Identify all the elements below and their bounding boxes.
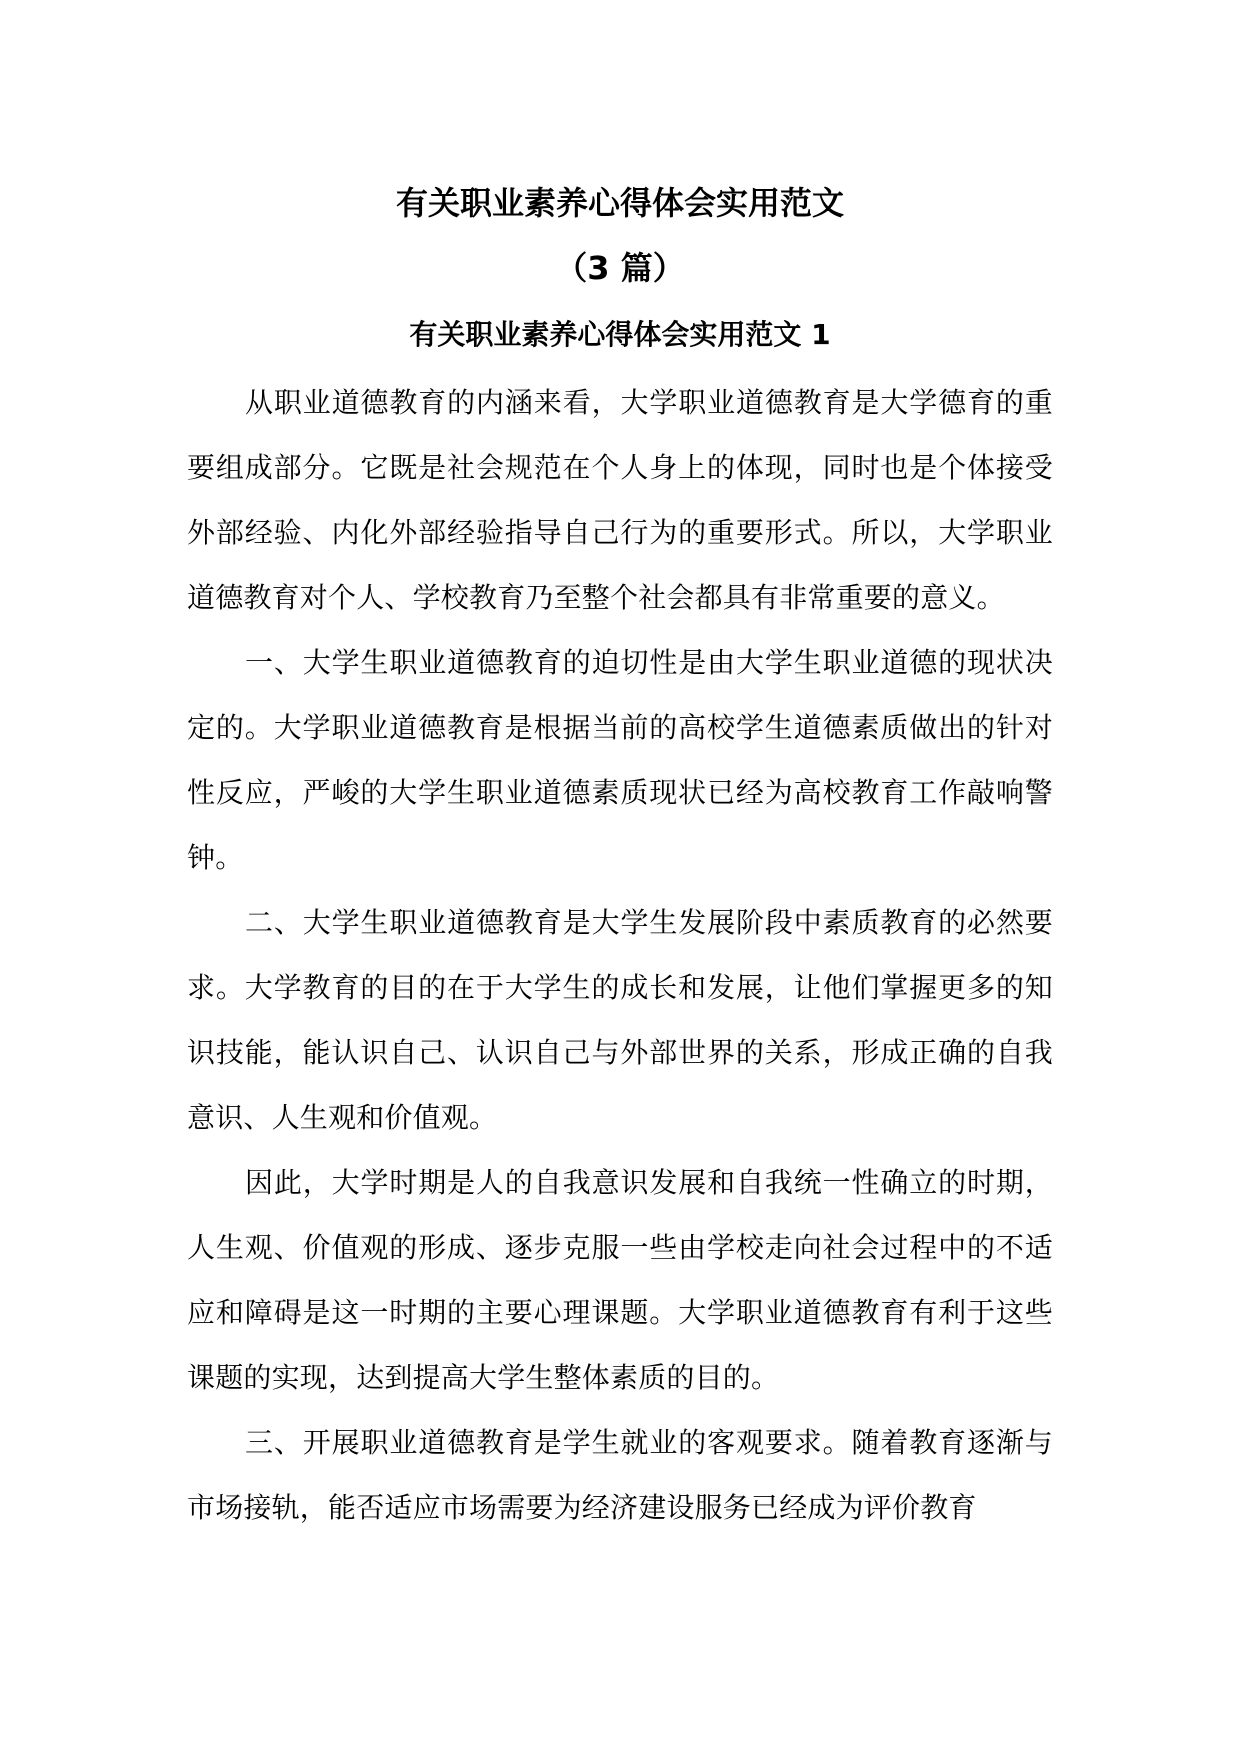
document-title-count: （3 篇）	[555, 249, 685, 287]
paragraph-1: 从职业道德教育的内涵来看，大学职业道德教育是大学德育的重要组成部分。它既是社会规范在个人身上的体现，同时也是个体接受外部经验、内化外部经验指导自己行为的重要形式。所以，大学职业道德教育对个人、学校教育乃至整个社会都具有非常重要的意义。	[187, 386, 1053, 614]
document-title: 有关职业素养心得体会实用范文	[395, 184, 844, 222]
paragraph-4: 因此，大学时期是人的自我意识发展和自我统一性确立的时期，人生观、价值观的形成、逐步克服一些由学校走向社会过程中的不适应和障碍是这一时期的主要心理课题。大学职业道德教育有利于这些课题的实现，达到提高大学生整体素质的目的。	[187, 1166, 1053, 1394]
document-body	[187, 370, 1053, 1540]
paragraph-2: 一、大学生职业道德教育的迫切性是由大学生职业道德的现状决定的。大学职业道德教育是根据当前的高校学生道德素质做出的针对性反应，严峻的大学生职业道德素质现状已经为高校教育工作敲响警钟。	[187, 646, 1053, 874]
paragraph-5: 三、开展职业道德教育是学生就业的客观要求。随着教育逐渐与市场接轨，能否适应市场需要为经济建设服务已经成为评价教育	[187, 1426, 1053, 1524]
section-heading: 有关职业素养心得体会实用范文 1	[409, 318, 831, 351]
paragraph-3: 二、大学生职业道德教育是大学生发展阶段中素质教育的必然要求。大学教育的目的在于大学生的成长和发展，让他们掌握更多的知识技能，能认识自己、认识自己与外部世界的关系，形成正确的自我意识、人生观和价值观。	[187, 906, 1053, 1134]
